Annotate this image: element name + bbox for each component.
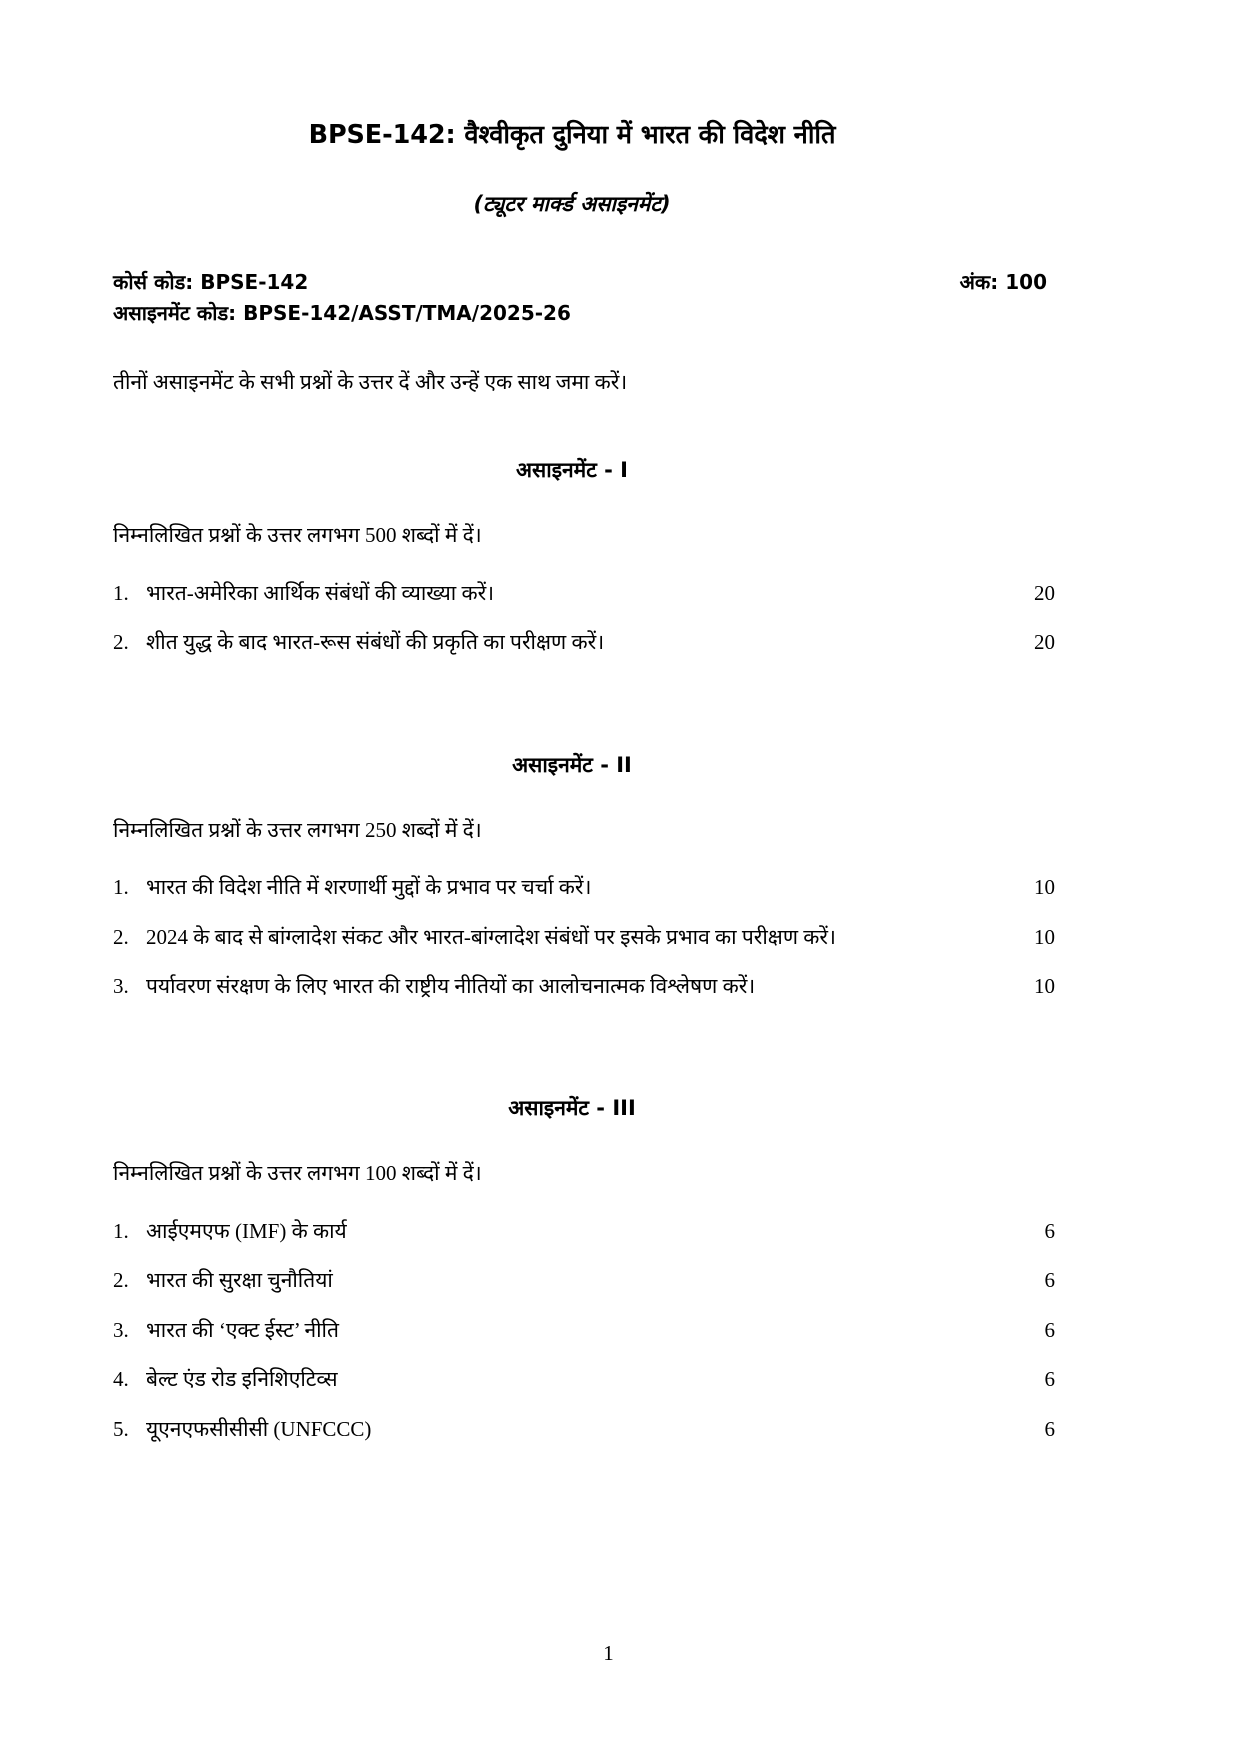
course-code-row <box>113 267 1055 298</box>
lead-instruction: तीनों असाइनमेंट के सभी प्रश्नों के उत्तर दें और उन्हें एक साथ जमा करें। <box>113 369 628 394</box>
question-item <box>113 1265 1055 1295</box>
question-text: भारत की विदेश नीति में शरणार्थी मुद्दों के प्रभाव पर चर्चा करें। <box>146 875 592 900</box>
question-marks: 6 <box>1044 1416 1055 1441</box>
total-marks-label: अंक: 100 <box>959 269 1047 294</box>
question-number: 4. <box>113 1367 129 1392</box>
section-heading-3: असाइनमेंट - III <box>508 1096 636 1121</box>
question-text: भारत की सुरक्षा चुनौतियां <box>146 1268 333 1293</box>
question-number: 5. <box>113 1416 129 1441</box>
section-assignment-1 <box>113 456 1055 657</box>
question-item <box>113 627 1055 657</box>
question-marks: 20 <box>1034 630 1055 655</box>
question-number: 3. <box>113 973 129 998</box>
assignment-code-row <box>113 298 1055 329</box>
question-item <box>113 922 1055 952</box>
question-marks: 6 <box>1044 1268 1055 1293</box>
question-number: 2. <box>113 630 129 655</box>
section-assignment-3 <box>113 1094 1055 1444</box>
question-item <box>113 578 1055 608</box>
question-text: पर्यावरण संरक्षण के लिए भारत की राष्ट्रीय नीतियों का आलोचनात्मक विश्लेषण करें। <box>146 973 756 998</box>
question-text: भारत की ‘एक्ट ईस्ट’ नीति <box>146 1317 339 1342</box>
question-item <box>113 1414 1055 1444</box>
assignment-code-label: असाइनमेंट कोड: BPSE-142/ASST/TMA/2025-26 <box>113 300 571 325</box>
course-meta-block <box>113 267 1055 329</box>
question-marks: 10 <box>1034 924 1055 949</box>
question-text: आईएमएफ (IMF) के कार्य <box>146 1218 347 1243</box>
question-number: 2. <box>113 1268 129 1293</box>
section-instruction-1: निम्नलिखित प्रश्नों के उत्तर लगभग 500 शब्दों में दें। <box>113 523 482 548</box>
question-item <box>113 1315 1055 1345</box>
question-marks: 6 <box>1044 1317 1055 1342</box>
question-list-3 <box>113 1216 1055 1444</box>
section-heading-1: असाइनमेंट - I <box>516 458 628 483</box>
section-instruction-3: निम्नलिखित प्रश्नों के उत्तर लगभग 100 शब्दों में दें। <box>113 1161 482 1186</box>
question-number: 1. <box>113 875 129 900</box>
question-marks: 10 <box>1034 973 1055 998</box>
question-list-2 <box>113 872 1055 1001</box>
page-title: BPSE-142: वैश्वीकृत दुनिया में भारत की विदेश नीति <box>308 120 836 150</box>
question-text: बेल्ट एंड रोड इनिशिएटिव्स <box>146 1367 338 1392</box>
question-number: 2. <box>113 924 129 949</box>
question-text: यूएनएफसीसीसी (UNFCCC) <box>146 1416 372 1441</box>
question-item <box>113 1216 1055 1246</box>
section-assignment-2 <box>113 751 1055 1002</box>
page-number: 1 <box>603 1641 614 1665</box>
question-number: 1. <box>113 1218 129 1243</box>
question-text: शीत युद्ध के बाद भारत-रूस संबंधों की प्रकृति का परीक्षण करें। <box>146 630 605 655</box>
page-subtitle: (ट्यूटर मार्क्ड असाइनमेंट) <box>473 192 671 217</box>
question-item <box>113 872 1055 902</box>
question-list-1 <box>113 578 1055 658</box>
question-number: 1. <box>113 580 129 605</box>
question-marks: 6 <box>1044 1218 1055 1243</box>
section-heading-2: असाइनमेंट - II <box>512 752 632 777</box>
question-text: भारत-अमेरिका आर्थिक संबंधों की व्याख्या करें। <box>146 580 495 605</box>
question-item <box>113 1364 1055 1394</box>
section-instruction-2: निम्नलिखित प्रश्नों के उत्तर लगभग 250 शब्दों में दें। <box>113 817 482 842</box>
question-marks: 10 <box>1034 875 1055 900</box>
question-marks: 20 <box>1034 580 1055 605</box>
question-number: 3. <box>113 1317 129 1342</box>
course-code-label: कोर्स कोड: BPSE-142 <box>113 269 309 294</box>
question-marks: 6 <box>1044 1367 1055 1392</box>
question-text: 2024 के बाद से बांग्लादेश संकट और भारत-बांग्लादेश संबंधों पर इसके प्रभाव का परीक्षण करें। <box>146 924 836 949</box>
question-item <box>113 971 1055 1001</box>
